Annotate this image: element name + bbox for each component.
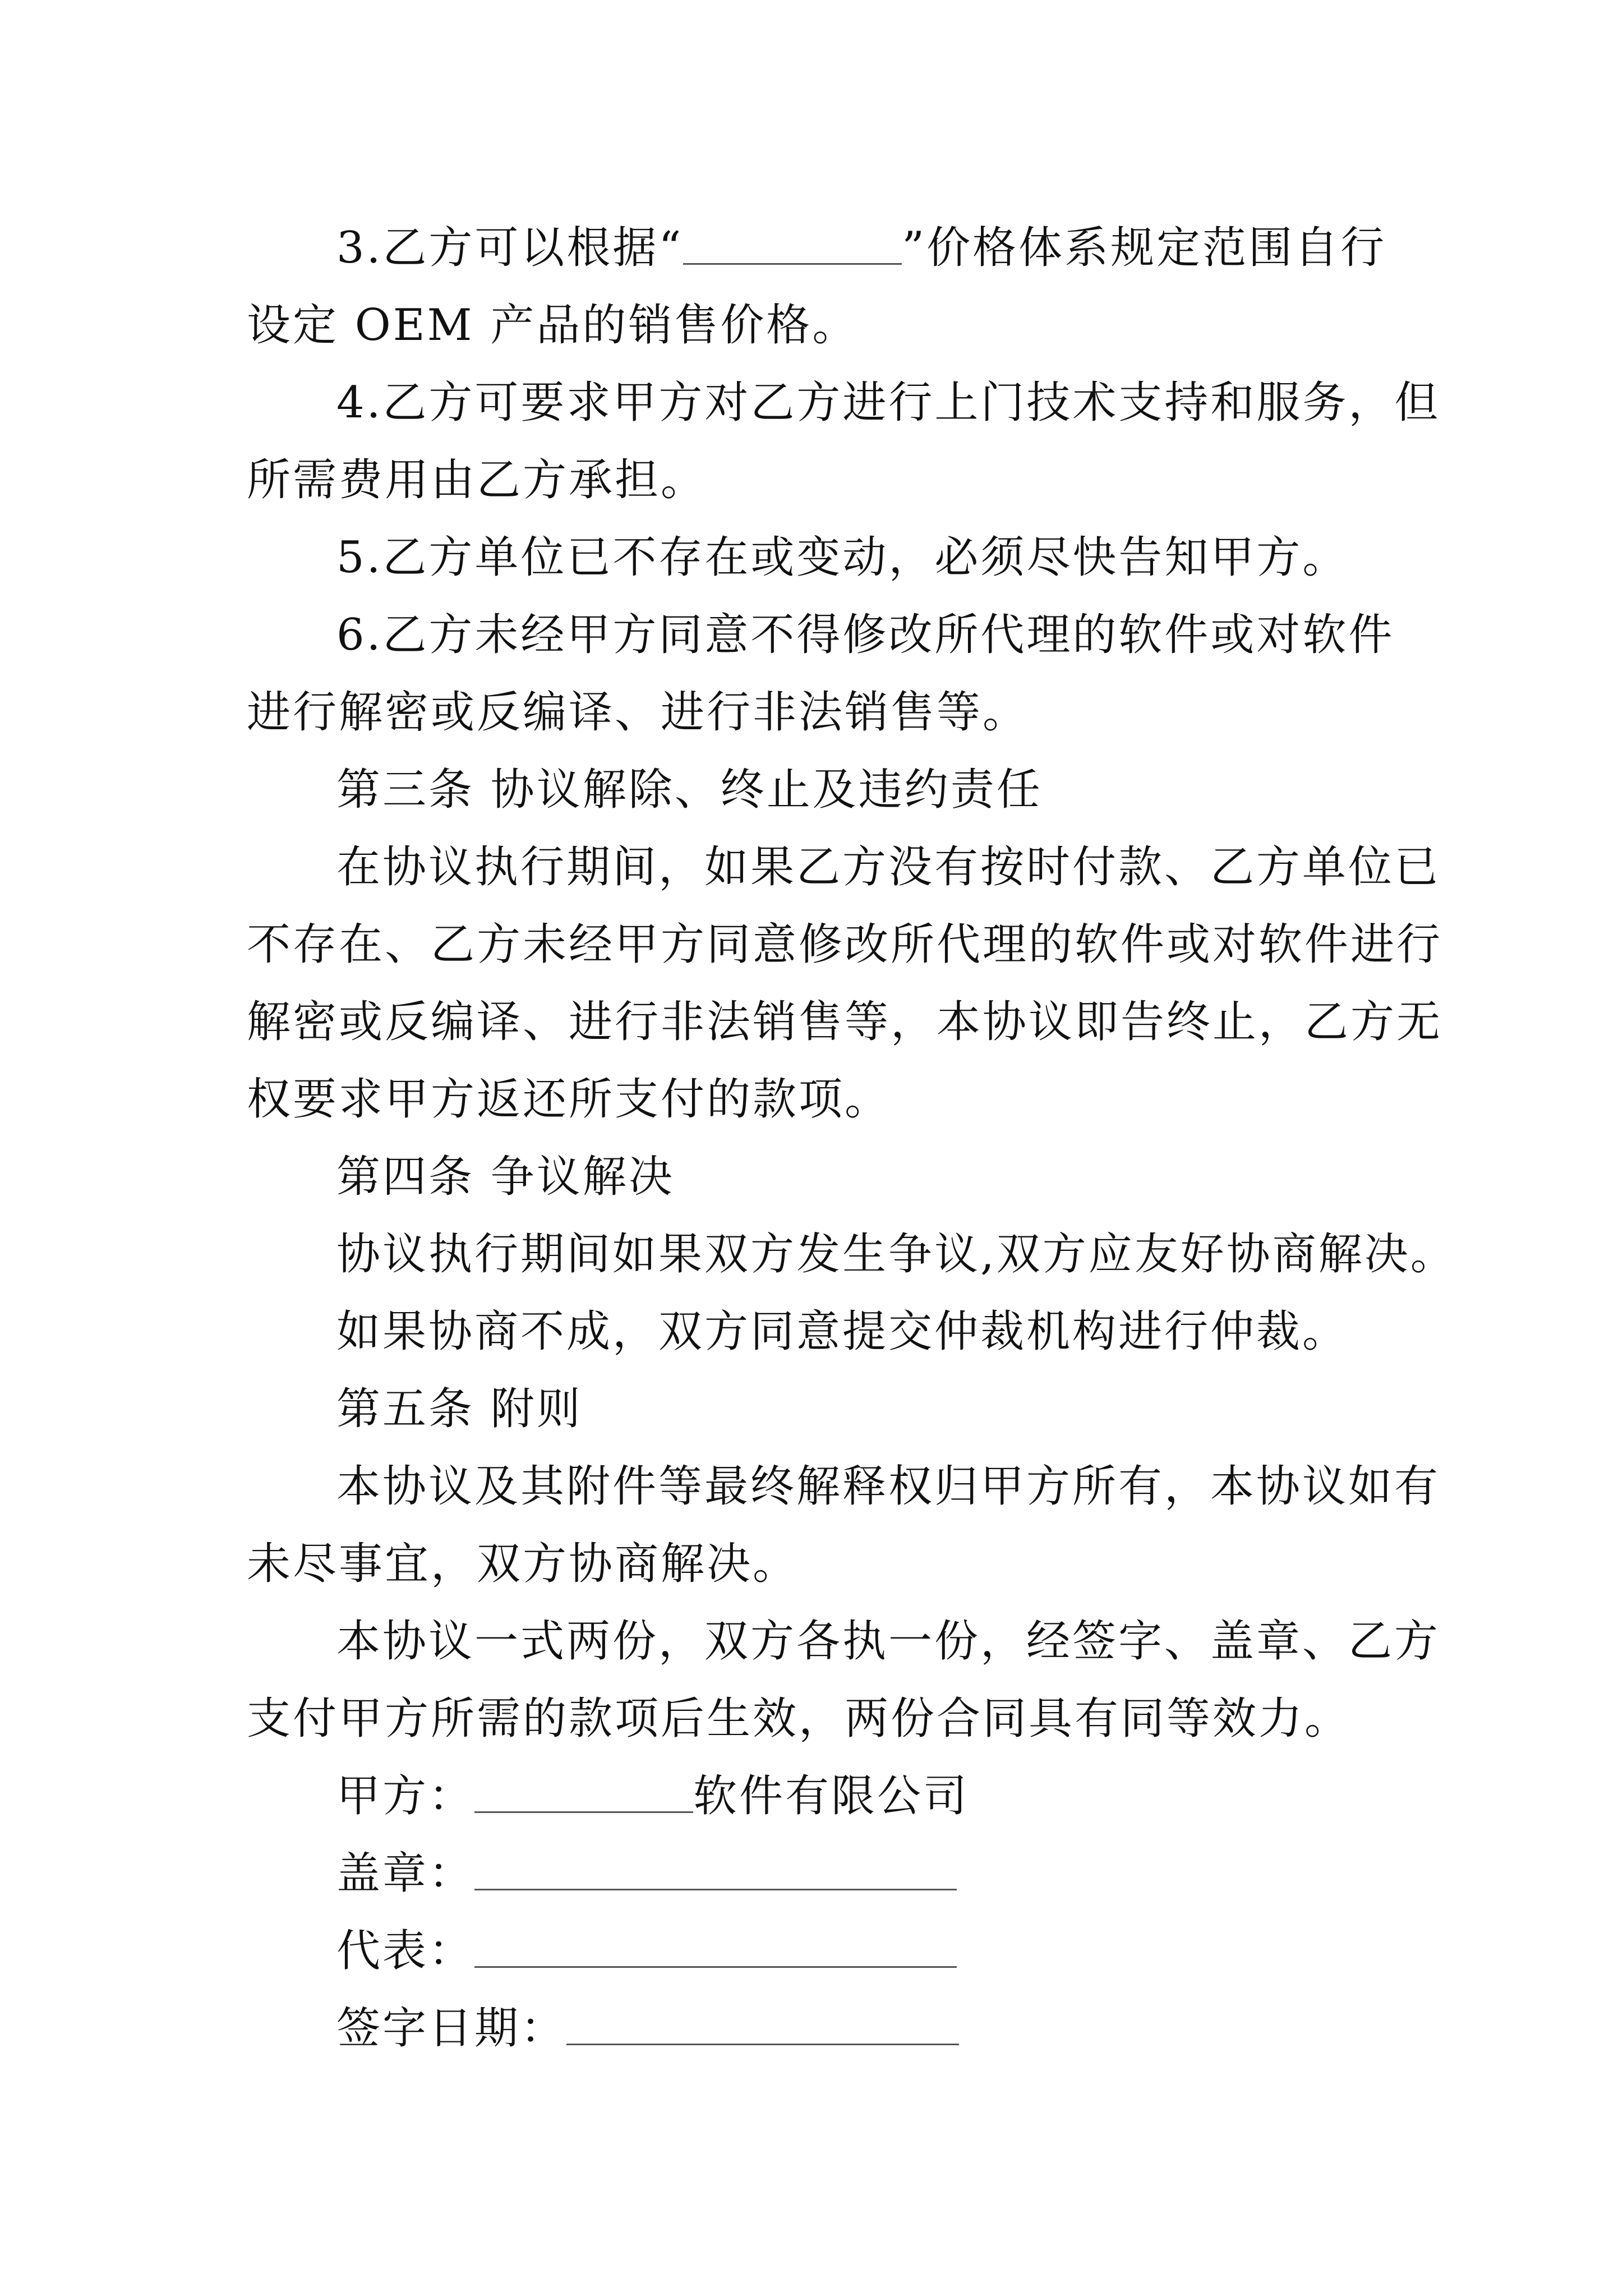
article-4-title: 第四条 争议解决 <box>336 1152 675 1202</box>
clause-3-text-b: ”价格体系规定范围自行 <box>902 223 1387 273</box>
sign-date-blank <box>566 2004 959 2045</box>
clause-6-line-2: 进行解密或反编译、进行非法销售等。 <box>247 687 1029 738</box>
clause-5: 5.乙方单位已不存在或变动，必须尽快告知甲方。 <box>336 532 1349 583</box>
article-3-title: 第三条 协议解除、终止及违约责任 <box>336 765 1043 815</box>
article-5-line-1: 本协议及其附件等最终解释权归甲方所有，本协议如有 <box>336 1461 1441 1512</box>
article-5-line-2: 未尽事宜，双方协商解决。 <box>247 1539 799 1589</box>
article-4-line-2: 如果协商不成，双方同意提交仲裁机构进行仲裁。 <box>336 1306 1349 1357</box>
clause-4-line-1: 4.乙方可要求甲方对乙方进行上门技术支持和服务，但 <box>336 378 1441 428</box>
article-5-title: 第五条 附则 <box>336 1384 583 1434</box>
seal-line <box>336 1835 1481 1912</box>
copies-line-1: 本协议一式两份，双方各执一份，经签字、盖章、乙方 <box>336 1616 1441 1667</box>
clause-4-line-2: 所需费用由乙方承担。 <box>247 455 707 505</box>
seal-label: 盖章： <box>336 1848 475 1899</box>
representative-label: 代表： <box>336 1926 475 1976</box>
clause-3-line-1 <box>336 209 1481 287</box>
article-4-line-1: 协议执行期间如果双方发生争议,双方应友好协商解决。 <box>336 1229 1456 1280</box>
article-3-line-2: 不存在、乙方未经甲方同意修改所代理的软件或对软件进行 <box>247 919 1443 970</box>
sign-date-line <box>336 1990 1481 2067</box>
representative-line <box>336 1912 1481 1990</box>
clause-3-text-a: 3.乙方可以根据“ <box>336 223 684 273</box>
article-3-line-4: 权要求甲方返还所支付的款项。 <box>247 1074 891 1125</box>
party-a-suffix: 软件有限公司 <box>693 1771 970 1821</box>
sign-date-label: 签字日期： <box>336 2003 567 2054</box>
clause-6-line-1: 6.乙方未经甲方同意不得修改所代理的软件或对软件 <box>336 610 1395 660</box>
article-3-line-3: 解密或反编译、进行非法销售等，本协议即告终止，乙方无 <box>247 997 1443 1047</box>
seal-blank <box>474 1849 957 1890</box>
copies-line-2: 支付甲方所需的款项后生效，两份合同具有同等效力。 <box>247 1694 1351 1744</box>
party-a-line <box>336 1757 1481 1835</box>
price-system-blank <box>683 224 902 265</box>
party-a-label: 甲方： <box>336 1771 475 1821</box>
clause-3-line-2: 设定 OEM 产品的销售价格。 <box>247 300 859 351</box>
representative-blank <box>474 1927 957 1968</box>
article-3-line-1: 在协议执行期间，如果乙方没有按时付款、乙方单位已 <box>336 842 1441 892</box>
party-a-blank <box>474 1772 693 1813</box>
